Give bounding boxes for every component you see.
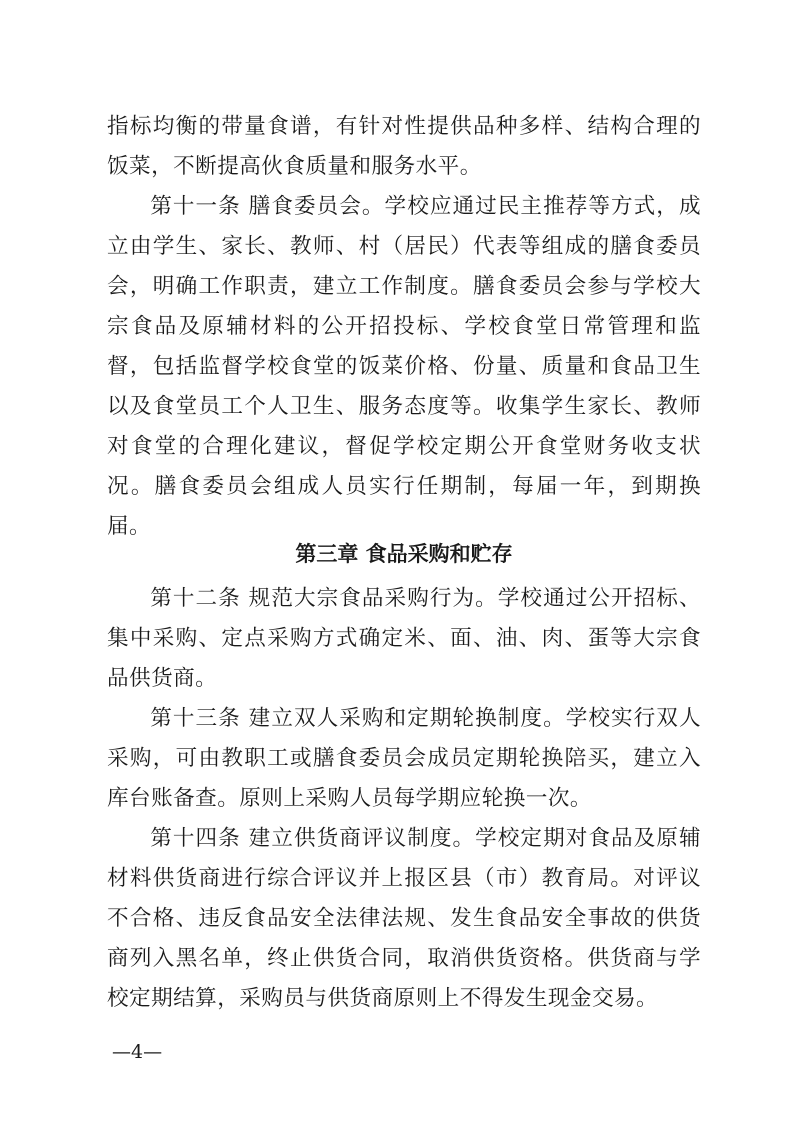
article-12-paragraph: 第十二条 规范大宗食品采购行为。学校通过公开招标、集中采购、定点采购方式确定米、面、油、肉、蛋等大宗食品供货商。 [107,586,701,691]
section-article-11 [107,107,701,547]
section-chapter-3 [107,579,701,1019]
article-14-paragraph: 第十四条 建立供货商评议制度。学校定期对食品及原辅材料供货商进行综合评议并上报区县（市）教育局。对评议不合格、违反食品安全法律法规、发生食品安全事故的供货商列入黑名单，终止供货合同，取消供货资格。供货商与学校定期结算，采购员与供货商原则上不得发生现金交易。 [107,826,701,1011]
chapter-3-title: 第三章 食品采购和贮存 [295,542,513,566]
article-13-paragraph: 第十三条 建立双人采购和定期轮换制度。学校实行双人采购，可由教职工或膳食委员会成员定期轮换陪买，建立入库台账备查。原则上采购人员每学期应轮换一次。 [107,706,701,811]
article-11-paragraph: 第十一条 膳食委员会。学校应通过民主推荐等方式，成立由学生、家长、教师、村（居民）代表等组成的膳食委员会，明确工作职责，建立工作制度。膳食委员会参与学校大宗食品及原辅材料的公开招投标、学校食堂日常管理和监督，包括监督学校食堂的饭菜价格、份量、质量和食品卫生以及食堂员工个人卫生、服务态度等。收集学生家长、教师对食堂的合理化建议，督促学校定期公开食堂财务收支状况。膳食委员会组成人员实行任期制，每届一年，到期换届。 [107,194,701,539]
continuation-paragraph: 指标均衡的带量食谱，有针对性提供品种多样、结构合理的饭菜，不断提高伙食质量和服务水平。 [107,114,701,179]
page-number: —4— [112,1041,163,1063]
